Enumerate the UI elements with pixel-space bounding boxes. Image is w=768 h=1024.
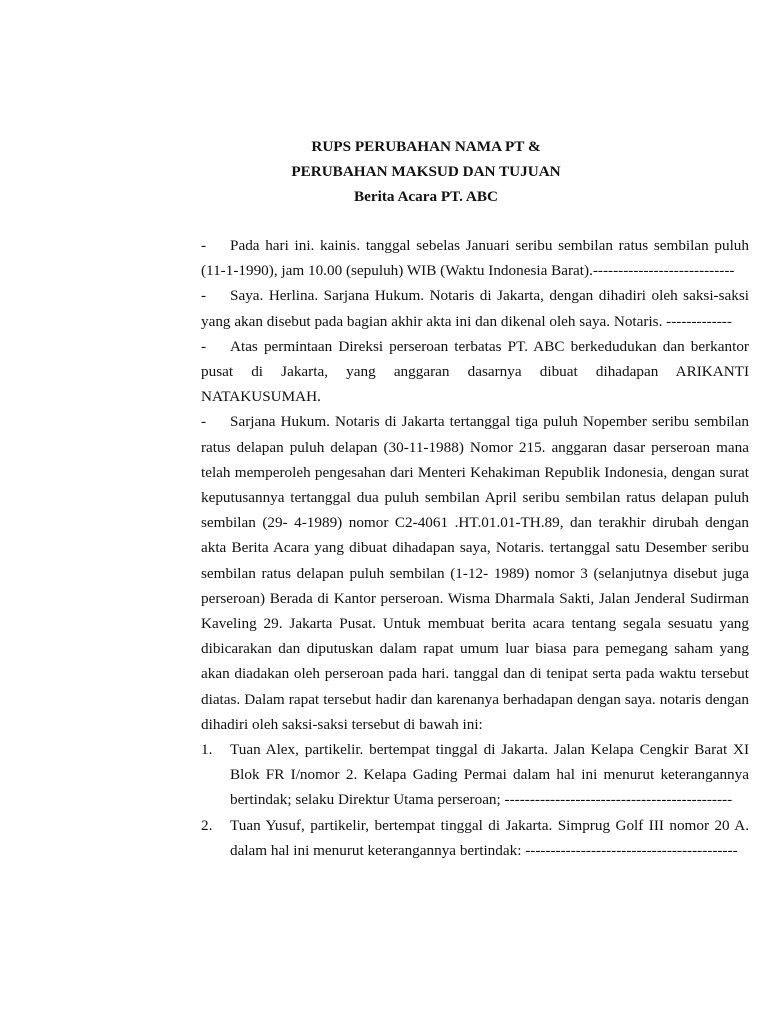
paragraph-text: Pada hari ini. kainis. tanggal sebelas Januari seribu sembilan ratus sembilan puluh (11-1-1990), jam 10.00 (sepuluh) WIB (Waktu Indonesia Barat).----------------------------: [201, 237, 749, 280]
list-item-1: [201, 737, 749, 813]
title-line-2: PERUBAHAN MAKSUD DAN TUJUAN: [291, 163, 561, 180]
paragraph-text: Atas permintaan Direksi perseroan terbatas PT. ABC berkedudukan dan berkantor pusat di Jakarta, yang anggaran dasarnya dibuat dihadapan ARIKANTI NATAKUSUMAH.: [201, 337, 749, 406]
paragraph-marker: -: [201, 287, 207, 305]
paragraph-4: [201, 409, 749, 737]
list-item-number: 2.: [201, 816, 213, 834]
title-line-1: RUPS PERUBAHAN NAMA PT &: [311, 138, 541, 155]
list-item-text: Tuan Alex, partikelir. bertempat tinggal di Jakarta. Jalan Kelapa Cengkir Barat XI Blok FR I/nomor 2. Kelapa Gading Permai dalam hal ini menurut keterangannya bertindak; selaku Direktur Utama perseroan; ---------------------------------------------: [230, 741, 749, 809]
list-item-text: Tuan Yusuf, partikelir, bertempat tinggal di Jakarta. Simprug Golf III nomor 20 A. dalam hal ini menurut keterangannya bertindak: ------------------------------------------: [230, 816, 749, 859]
title-line-3: Berita Acara PT. ABC: [354, 188, 498, 205]
paragraph-text: Sarjana Hukum. Notaris di Jakarta tertanggal tiga puluh Nopember seribu sembilan ratus delapan puluh delapan (30-11-1988) Nomor 215. anggaran dasar perseroan mana telah memperoleh pengesahan dari Menteri Kehakiman Republik Indonesia, dengan surat keputusannya tertanggal dua puluh sembilan April seribu sembilan ratus delapan puluh sembilan (29- 4-1989) nomor C2-4061 .HT.01.01-TH.89, dan terakhir dirubah dengan akta Berita Acara yang dibuat dihadapan saya, Notaris. tertanggal satu Desember seribu sembilan ratus delapan puluh sembilan (1-12- 1989) nomor 3 (selanjutnya disebut juga perseroan) Berada di Kantor perseroan. Wisma Dharmala Sakti, Jalan Jenderal Sudirman Kaveling 29. Jakarta Pusat. Untuk membuat berita acara tentang segala sesuatu yang dibicarakan dan diputuskan dalam rapat umum luar biasa para pemegang saham yang akan diadakan oleh perseroan pada hari. tanggal dan di tenipat serta pada waktu tersebut diatas. Dalam rapat tersebut hadir dan karenanya berhadapan dengan saya. notaris dengan dihadiri oleh saksi-saksi tersebut di bawah ini:: [201, 413, 749, 733]
paragraph-marker: -: [201, 237, 207, 254]
paragraph-1: [201, 233, 749, 283]
paragraph-3: [201, 334, 749, 410]
paragraph-marker: -: [201, 337, 207, 355]
document-body: [201, 233, 749, 863]
paragraph-marker: -: [201, 413, 207, 431]
paragraph-2: [201, 283, 749, 333]
list-item-number: 1.: [201, 741, 213, 759]
document-title: [0, 134, 768, 209]
paragraph-text: Saya. Herlina. Sarjana Hukum. Notaris di Jakarta, dengan dihadiri oleh saksi-saksi yang akan disebut pada bagian akhir akta ini dan dikenal oleh saya. Notaris. -------------: [201, 287, 749, 330]
list-item-2: [201, 813, 749, 863]
